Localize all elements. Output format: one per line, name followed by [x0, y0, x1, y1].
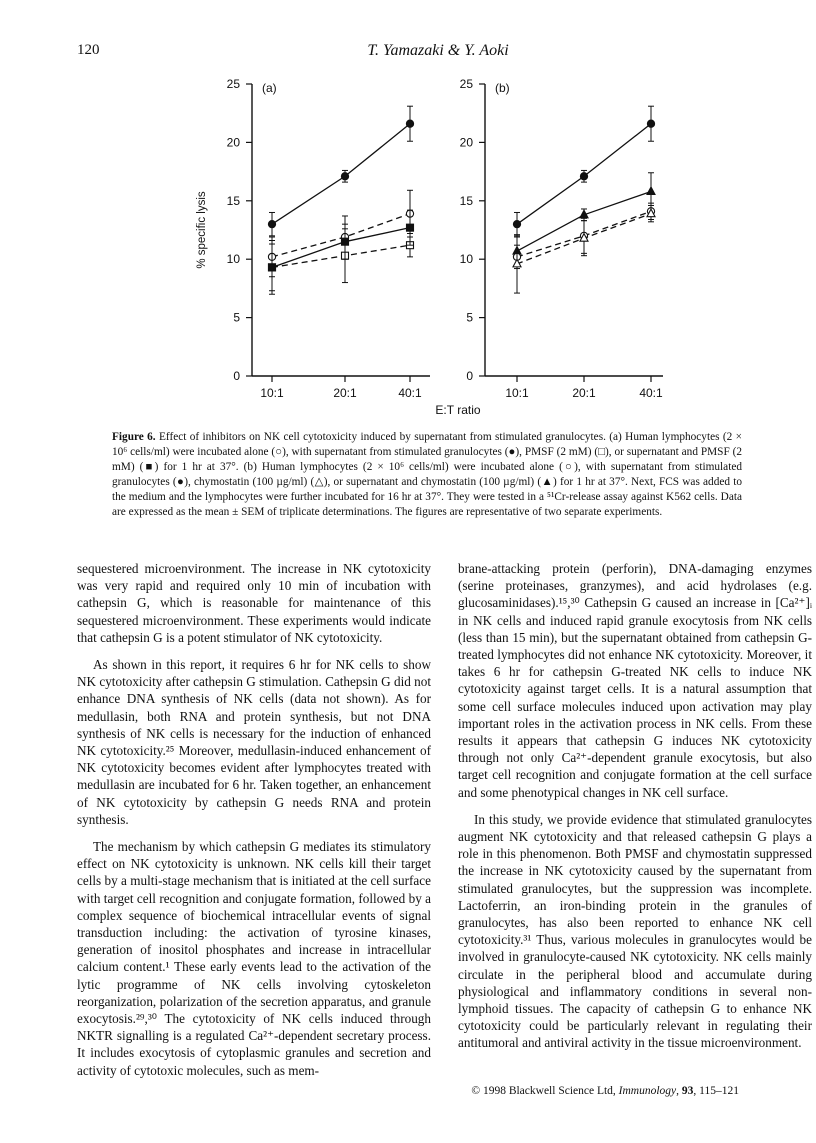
footer-volume: 93 — [681, 1085, 694, 1097]
panel-b-data-point — [580, 173, 587, 180]
panel-b-data-point — [513, 221, 520, 228]
panel-b-y-tick-label: 5 — [466, 310, 473, 325]
panel-a-data-point — [269, 264, 276, 271]
panel-a-label: (a) — [262, 81, 277, 95]
panel-b-x-tick-label: 10:1 — [505, 386, 529, 400]
panel-a-y-tick-label: 0 — [233, 369, 240, 383]
footer-copyright: © 1998 Blackwell Science Ltd, Immunology, 93, 115–121 — [471, 1085, 739, 1097]
panel-a-data-point — [268, 221, 275, 228]
x-axis-label: E:T ratio — [435, 403, 481, 417]
paragraph: brane-attacking protein (perforin), DNA-damaging enzymes (serine proteinases, granzymes), and acid hydrolases (e.g. glucosaminidases).¹⁵,³⁰ Cathepsin G caused an increase in [Ca²⁺]ᵢ in NK cells and induced rapid granule exocytosis from NK cells (less than 15 min), but the supernatant obtained from cathepsin G-treated lymphocytes did not enhance NK cytotoxicity. Moreover, it takes 6 hr for cathepsin G-treated NK cells to induce NK cytotoxicity against target cells. It is a natural assumption that some cell surface molecules induced upon activation may play important roles in the activation process in NK cells. From these results it appears that cathepsin G induces NK cytotoxicity through not only Ca²⁺-dependent granule exocytosis, but also target cell recognition and conjugate formation at the cell surface and some phenotypical changes in NK cell surface. — [458, 561, 812, 800]
panel-b-y-tick-label: 10 — [459, 252, 473, 267]
panel-a-y-tick-label: 5 — [233, 310, 240, 325]
panel-b-y-tick-label: 20 — [459, 135, 473, 150]
footer-copyright-text: © 1998 Blackwell Science Ltd, — [471, 1085, 619, 1097]
panel-b-data-point — [647, 120, 654, 127]
figure-6-chart — [0, 0, 816, 420]
figure-caption-label: Figure 6. — [112, 431, 156, 443]
panel-a-x-tick-label: 20:1 — [333, 386, 357, 400]
footer-pages: , 115–121 — [693, 1085, 739, 1097]
panel-a-y-tick-label: 10 — [226, 252, 240, 267]
figure-caption-text: Effect of inhibitors on NK cell cytotoxicity induced by supernatant from stimulated granulocytes. (a) Human lymphocytes (2 × 10⁶ cells/ml) were incubated alone (○), with supernatant from stimulated granulocytes (●), PMSF (2 mM) (□), or supernatant and PMSF (2 mM) (■) for 1 hr at 37°. (b) Human lymphocytes (2 × 10⁶ cells/ml) were incubated alone (○), with supernatant from stimulated granulocytes (●), chymostatin (100 µg/ml) (△), or supernatant and chymostatin (100 µg/ml) (▲) for 1 hr at 37°. Next, FCS was added to the medium and the lymphocytes were further incubated for 16 hr at 37°. They were tested in a ⁵¹Cr-release assay against K562 cells. Data are expressed as the mean ± SEM of triplicate determinations. The figures are representative of two separate experiments. — [112, 431, 742, 518]
panel-a-y-axis-label: % specific lysis — [196, 191, 208, 269]
panel-a-series-line — [272, 124, 410, 224]
panel-a-data-point — [406, 120, 413, 127]
panel-a-series-line — [272, 228, 410, 268]
paragraph: The mechanism by which cathepsin G mediates its stimulatory effect on NK cytotoxicity is unknown. NK cells kill their target cells by a multi-stage mechanism that is initiated at the cell surface with target cell recognition and conjugate formation, followed by a complex sequence of biochemical intracellular events of signal transduction including: the activation of tyrosine kinases, generation of inositol phosphates and increase in intracellular calcium content.¹ These early events lead to the activation of the lytic programme of NK cells involving cytoskeleton reorganization, polarization of the secretion apparatus, and granule exocytosis.²⁹,³⁰ The cytotoxicity of NK cells induced through NKTR signalling is a regulated Ca²⁺-dependent secretary process. It includes exocytosis of cytoplasmic granules and secretion and activity of cytotoxic molecules, such as mem- — [77, 839, 431, 1078]
running-head: T. Yamazaki & Y. Aoki — [367, 42, 509, 59]
panel-b-y-tick-label: 25 — [459, 77, 473, 91]
panel-a-series-line — [272, 214, 410, 257]
figure-6 — [0, 0, 816, 420]
panel-a-y-tick-label: 25 — [226, 77, 240, 91]
footer-journal: Immunology — [618, 1085, 677, 1097]
paragraph: sequestered microenvironment. The increase in NK cytotoxicity was very rapid and required only 10 min of incubation with cathepsin G, which is reasonable for maintenance of this sequestered microenvironment. These experiments would indicate that cathepsin G is a potent stimulator of NK cytotoxicity. — [77, 561, 431, 645]
page-number: 120 — [77, 42, 100, 58]
paragraph: In this study, we provide evidence that stimulated granulocytes augment NK cytotoxicity and that released cathepsin G plays a role in this phenomenon. Both PMSF and chymostatin suppressed the increase in NK cytotoxicity caused by the supernatant from stimulated granulocytes, but the suppression was incomplete. Lactoferrin, an iron-binding protein in the granules of granulocytes, has also been reported to enhance NK cell cytotoxicity.³¹ Thus, various molecules in granulocytes would be involved in granulocyte-caused NK cytotoxicity. NK cells mainly circulate in the peripheral blood and accumulate during physiological and inflammatory conditions in several non-lymphoid tissues. The capacity of cathepsin G to enhance NK cytotoxicity could be particularly relevant in regulating their antitumoral and antiviral activity in the tissue microenvironment. — [458, 811, 812, 1051]
paragraph: As shown in this report, it requires 6 hr for NK cells to show NK cytotoxicity after cathepsin G stimulation. Cathepsin G did not enhance DNA synthesis of NK cells (data not shown). As for medullasin, both RNA and protein synthesis, but not DNA synthesis of NK cells is necessary for the induction of enhanced NK cytotoxicity.²⁵ Moreover, medullasin-induced enhancement of NK cytotoxicity becomes evident after lymphocytes treated with medullasin are incubated for 6 hr. Taken together, an enhancement of NK cytotoxicity by cathepsin G needs RNA and protein synthesis. — [77, 657, 431, 827]
body-column-right — [458, 560, 812, 1052]
panel-a-x-tick-label: 40:1 — [398, 386, 422, 400]
body-column-left — [77, 560, 431, 1079]
panel-a-y-tick-label: 15 — [226, 193, 240, 208]
panel-a-data-point — [341, 173, 348, 180]
panel-a-data-point — [342, 238, 349, 245]
panel-a-x-tick-label: 10:1 — [260, 386, 284, 400]
panel-a-y-tick-label: 20 — [226, 135, 240, 150]
panel-a-data-point — [407, 224, 414, 231]
panel-b-x-tick-label: 40:1 — [639, 386, 663, 400]
panel-b-y-tick-label: 0 — [466, 369, 473, 383]
figure-caption — [112, 430, 742, 520]
panel-b-data-point — [647, 187, 655, 195]
panel-b-y-tick-label: 15 — [459, 193, 473, 208]
panel-b-x-tick-label: 20:1 — [572, 386, 596, 400]
panel-b-label: (b) — [495, 81, 510, 95]
